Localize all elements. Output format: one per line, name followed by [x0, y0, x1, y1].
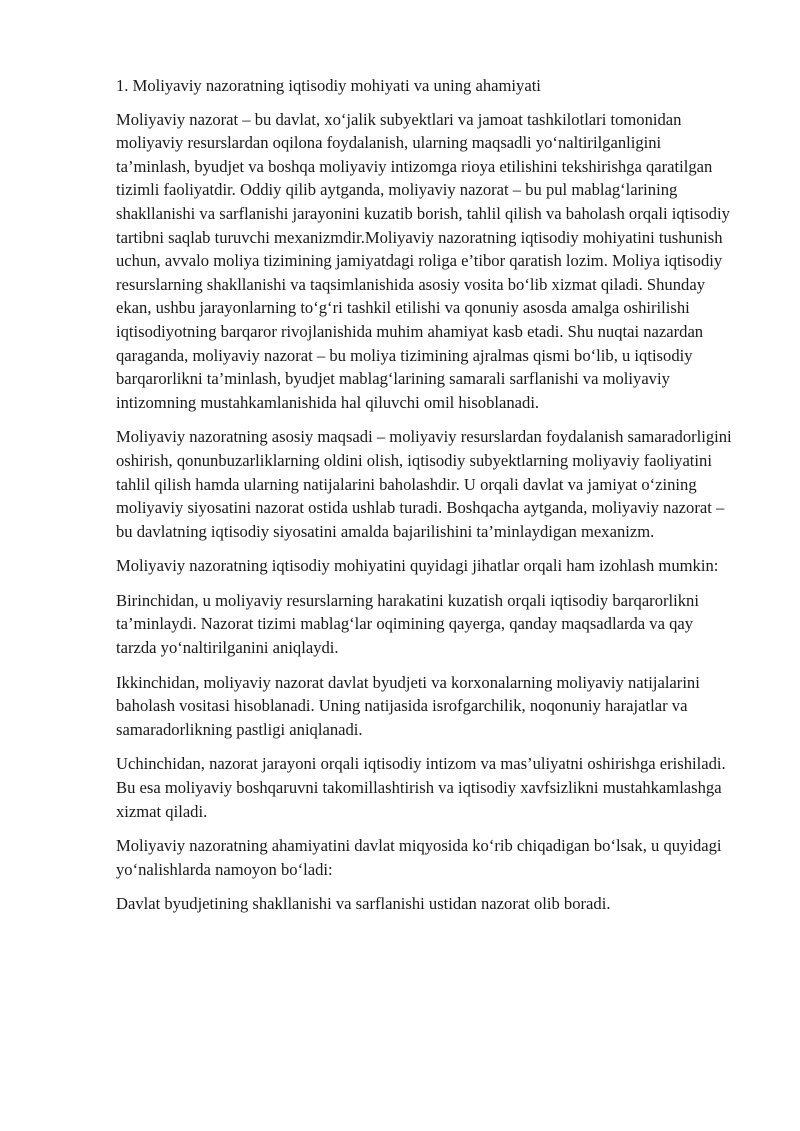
paragraph-third-aspect: Uchinchidan, nazorat jarayoni orqali iqtisodiy intizom va mas’uliyatni oshirishga erishiladi. Bu esa moliyaviy boshqaruvni takomillashtirish va iqtisodiy xavfsizlikni mustahkamlashga xizmat qiladi.: [116, 754, 726, 821]
document-page: [116, 74, 736, 927]
paragraph-aspects-intro: Moliyaviy nazoratning iqtisodiy mohiyatini quyidagi jihatlar orqali ham izohlash mumkin:: [116, 556, 719, 576]
paragraph-second-aspect: Ikkinchidan, moliyaviy nazorat davlat byudjeti va korxonalarning moliyaviy natijalarini baholash vositasi hisoblanadi. Uning natijasida isrofgarchilik, noqonuniy harajatlar va samaradorlikning pastligi aniqlanadi.: [116, 672, 700, 739]
paragraph-significance-intro: Moliyaviy nazoratning ahamiyatini davlat miqyosida ko‘rib chiqadigan bo‘lsak, u quyidagi yo‘nalishlarda namoyon bo‘ladi:: [116, 836, 722, 879]
paragraph-definition: Moliyaviy nazorat – bu davlat, xo‘jalik subyektlari va jamoat tashkilotlari tomonidan moliyaviy resurslardan oqilona foydalanish, ularning maqsadli yo‘naltirilganligini ta’minlash, byudjet va boshqa moliyaviy intizomga rioya etilishini tekshirishga qaratilgan tizimli faoliyatdir. Oddiy qilib aytganda, moliyaviy nazorat – bu pul mablag‘larining shakllanishi va sarflanishi jarayonini kuzatib borish, tahlil qilish va baholash orqali iqtisodiy tartibni saqlab turuvchi mexanizmdir.Moliyaviy nazoratning iqtisodiy mohiyatini tushunish uchun, avvalo moliya tizimining jamiyatdagi roliga e’tibor qaratish lozim. Moliya iqtisodiy resurslarning shakllanishi va taqsimlanishida asosiy vosita bo‘lib xizmat qiladi. Shunday ekan, ushbu jarayonlarning to‘g‘ri tashkil etilishi va qonuniy asosda amalga oshirilishi iqtisodiyotning barqaror rivojlanishida muhim ahamiyat kasb etadi. Shu nuqtai nazardan qaraganda, moliyaviy nazorat – bu moliya tizimining ajralmas qismi bo‘lib, u iqtisodiy barqarorlikni ta’minlash, byudjet mablag‘larining samarali sarflanishi va moliyaviy intizomning mustahkamlanishida hal qiluvchi omil hisoblanadi.: [116, 109, 730, 412]
paragraph-budget-control: Davlat byudjetining shakllanishi va sarflanishi ustidan nazorat olib boradi.: [116, 894, 611, 914]
section-heading: 1. Moliyaviy nazoratning iqtisodiy mohiyati va uning ahamiyati: [116, 76, 541, 95]
paragraph-first-aspect: Birinchidan, u moliyaviy resurslarning harakatini kuzatish orqali iqtisodiy barqarorlikni ta’minlaydi. Nazorat tizimi mablag‘lar oqimining qayerga, qanday maqsadlarda va qay tarzda yo‘naltirilganini aniqlaydi.: [116, 590, 699, 658]
paragraph-main-goal: Moliyaviy nazoratning asosiy maqsadi – moliyaviy resurslardan foydalanish samaradorligini oshirish, qonunbuzarliklarning oldini olish, iqtisodiy subyektlarning moliyaviy faoliyatini tahlil qilish hamda ularning natijalarini baholashdir. U orqali davlat va jamiyat o‘zining moliyaviy siyosatini nazorat ostida ushlab turadi. Boshqacha aytganda, moliyaviy nazorat – bu davlatning iqtisodiy siyosatini amalda bajarilishini ta’minlaydigan mexanizm.: [116, 427, 732, 541]
